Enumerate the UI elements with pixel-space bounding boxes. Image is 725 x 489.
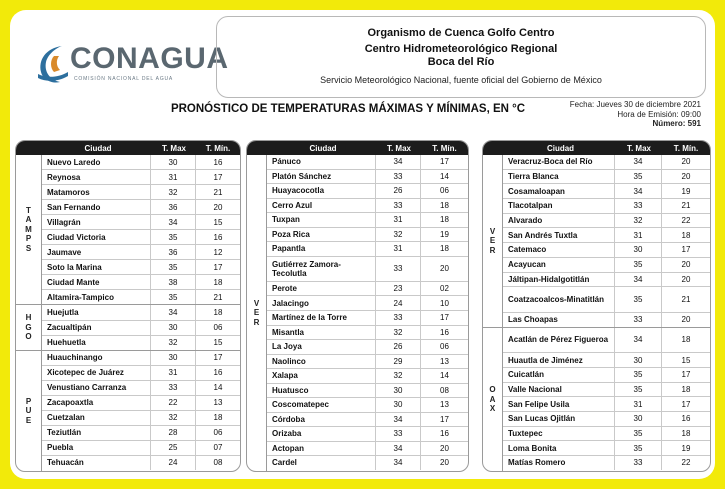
table-row — [267, 340, 468, 355]
tmax-value: 35 — [614, 383, 661, 397]
city-name: Xicotepec de Juárez — [47, 368, 124, 378]
state-label: T A M P S — [16, 155, 42, 304]
city-name: San Felipe Usila — [508, 399, 570, 409]
header-tmax: T. Max — [626, 143, 651, 153]
tmin-value: 10 — [420, 296, 468, 310]
tmin-value: 21 — [195, 185, 240, 199]
city-name: San Fernando — [47, 202, 101, 212]
tmax-value: 31 — [614, 397, 661, 411]
tmin-value: 16 — [195, 155, 240, 169]
tmax-value: 30 — [614, 412, 661, 426]
tmin-value: 06 — [195, 321, 240, 335]
table-row — [503, 170, 710, 185]
tmax-value: 35 — [614, 368, 661, 382]
tmax-value: 32 — [150, 411, 195, 425]
tmax-value: 33 — [614, 199, 661, 213]
issue-meta — [570, 100, 701, 129]
tmin-value: 17 — [661, 368, 710, 382]
tmax-value: 35 — [150, 230, 195, 244]
tmin-value: 16 — [195, 230, 240, 244]
tmax-value: 35 — [150, 290, 195, 304]
forecast-table-1 — [15, 140, 241, 472]
tmin-value: 17 — [420, 311, 468, 325]
forecast-table-3 — [482, 140, 711, 472]
city-name: Cerro Azul — [272, 200, 313, 210]
table-header — [247, 141, 468, 155]
city-name: Zacapoaxtla — [47, 398, 94, 408]
tmin-value: 20 — [661, 313, 710, 327]
tmax-value: 32 — [375, 326, 420, 340]
table-row — [42, 185, 240, 200]
tmax-value: 35 — [614, 287, 661, 312]
table-row — [267, 413, 468, 428]
city-name: Matías Romero — [508, 458, 566, 468]
tmax-value: 31 — [375, 213, 420, 227]
tmax-value: 31 — [150, 366, 195, 380]
table-row — [267, 213, 468, 228]
state-label: V E R — [483, 155, 503, 327]
state-group — [483, 328, 710, 471]
tmax-value: 34 — [614, 273, 661, 287]
tmax-value: 33 — [375, 257, 420, 281]
tmin-value: 17 — [420, 413, 468, 427]
tmax-value: 31 — [150, 170, 195, 184]
table-row — [267, 311, 468, 326]
tmax-value: 26 — [375, 184, 420, 198]
tmin-value: 06 — [420, 184, 468, 198]
issue-number: Número: 591 — [652, 119, 701, 128]
tmax-value: 33 — [375, 199, 420, 213]
city-rows — [42, 155, 240, 304]
tmin-value: 20 — [420, 456, 468, 470]
table-body — [16, 155, 240, 471]
table-body — [247, 155, 468, 471]
city-name: Jalacingo — [272, 298, 309, 308]
table-row — [503, 353, 710, 368]
table-row — [503, 243, 710, 258]
table-row — [503, 273, 710, 288]
tmin-value: 20 — [661, 170, 710, 184]
tmax-value: 34 — [614, 155, 661, 169]
tmax-value: 31 — [614, 228, 661, 242]
table-row — [267, 257, 468, 282]
tmax-value: 35 — [614, 258, 661, 272]
tmax-value: 36 — [150, 245, 195, 259]
state-group — [16, 351, 240, 471]
table-row — [42, 351, 240, 366]
table-row — [42, 170, 240, 185]
city-name: Tierra Blanca — [508, 172, 559, 182]
city-name: Loma Bonita — [508, 443, 557, 453]
tmin-value: 16 — [195, 366, 240, 380]
table-row — [42, 321, 240, 336]
tmin-value: 13 — [195, 396, 240, 410]
tmax-value: 34 — [375, 413, 420, 427]
city-name: Cuicatlán — [508, 370, 545, 380]
table-row — [42, 275, 240, 290]
city-name: Orizaba — [272, 429, 302, 439]
tmax-value: 34 — [614, 328, 661, 353]
table-row — [42, 411, 240, 426]
tmin-value: 18 — [195, 411, 240, 425]
table-row — [267, 242, 468, 257]
tmax-value: 33 — [614, 313, 661, 327]
city-name: Platón Sánchez — [272, 171, 332, 181]
city-name: Ciudad Victoria — [47, 232, 106, 242]
table-row — [42, 260, 240, 275]
tmax-value: 35 — [614, 427, 661, 441]
city-name: Matamoros — [47, 187, 90, 197]
header-location: Boca del Río — [427, 56, 495, 68]
table-row — [42, 155, 240, 170]
city-name: Veracruz-Boca del Río — [508, 157, 593, 167]
city-name: Poza Rica — [272, 229, 310, 239]
city-name: Huautla de Jiménez — [508, 355, 583, 365]
city-name: Gutiérrez Zamora-Tecolutla — [272, 259, 341, 278]
tmax-value: 34 — [375, 442, 420, 456]
tmin-value: 18 — [420, 242, 468, 256]
tmin-value: 19 — [661, 184, 710, 198]
header-tmin: T. Mín. — [205, 143, 231, 153]
tmax-value: 33 — [150, 381, 195, 395]
header-tmax: T. Max — [161, 143, 186, 153]
table-row — [267, 398, 468, 413]
tmin-value: 15 — [661, 353, 710, 367]
city-name: Altamira-Tampico — [47, 292, 114, 302]
tmin-value: 17 — [195, 170, 240, 184]
table-row — [503, 368, 710, 383]
tmin-value: 16 — [420, 326, 468, 340]
tmin-value: 20 — [420, 257, 468, 281]
table-row — [42, 336, 240, 350]
tmin-value: 13 — [420, 398, 468, 412]
table-row — [503, 199, 710, 214]
tmin-value: 22 — [661, 456, 710, 470]
header-city: Ciudad — [309, 143, 337, 153]
table-row — [267, 296, 468, 311]
city-name: La Joya — [272, 342, 302, 352]
tmin-value: 22 — [661, 214, 710, 228]
city-name: Jaumave — [47, 247, 82, 257]
table-row — [267, 369, 468, 384]
table-row — [267, 442, 468, 457]
tmax-value: 26 — [375, 340, 420, 354]
table-row — [42, 396, 240, 411]
tmin-value: 21 — [661, 199, 710, 213]
tmin-value: 17 — [195, 260, 240, 274]
header-tmin: T. Mín. — [673, 143, 699, 153]
table-row — [503, 427, 710, 442]
tmin-value: 20 — [195, 200, 240, 214]
city-name: Zacualtipán — [47, 323, 92, 333]
conagua-logo — [32, 40, 229, 88]
table-header — [16, 141, 240, 155]
tmin-value: 18 — [661, 427, 710, 441]
table-row — [267, 456, 468, 470]
city-name: Tuxtepec — [508, 428, 543, 438]
city-name: Papantla — [272, 244, 306, 254]
tmax-value: 34 — [375, 456, 420, 470]
city-name: Cardel — [272, 458, 297, 468]
table-row — [267, 170, 468, 185]
tmin-value: 08 — [420, 384, 468, 398]
tmax-value: 30 — [375, 384, 420, 398]
tmax-value: 34 — [150, 305, 195, 319]
tmin-value: 02 — [420, 282, 468, 296]
city-name: Huayacocotla — [272, 186, 325, 196]
tmax-value: 30 — [614, 243, 661, 257]
city-name: Cuetzalan — [47, 413, 85, 423]
city-name: Tuxpan — [272, 215, 300, 225]
city-name: Las Choapas — [508, 315, 558, 325]
tmax-value: 34 — [150, 215, 195, 229]
table-row — [42, 441, 240, 456]
city-name: Coatzacoalcos-Minatitlán — [508, 295, 605, 305]
header-city: Ciudad — [546, 143, 575, 153]
table-row — [42, 305, 240, 320]
table-row — [267, 326, 468, 341]
state-label: H G O — [16, 305, 42, 349]
tmin-value: 16 — [661, 412, 710, 426]
city-rows — [42, 351, 240, 471]
city-name: Alvarado — [508, 216, 543, 226]
table-row — [503, 397, 710, 412]
city-name: Tlacotalpan — [508, 201, 553, 211]
tmin-value: 17 — [661, 243, 710, 257]
city-name: Coscomatepec — [272, 400, 329, 410]
city-name: Naolinco — [272, 356, 306, 366]
header-city: Ciudad — [84, 143, 112, 153]
city-name: Huejutla — [47, 307, 79, 317]
tmax-value: 38 — [150, 275, 195, 289]
city-name: San Lucas Ojitlán — [508, 414, 576, 424]
tmin-value: 16 — [420, 427, 468, 441]
table-header — [483, 141, 710, 155]
tmin-value: 17 — [661, 397, 710, 411]
city-name: Huatusco — [272, 385, 309, 395]
tmin-value: 20 — [661, 155, 710, 169]
city-name: Actopan — [272, 443, 304, 453]
table-row — [267, 384, 468, 399]
tmax-value: 33 — [614, 456, 661, 470]
table-row — [267, 282, 468, 297]
table-row — [267, 228, 468, 243]
tmin-value: 18 — [661, 328, 710, 353]
tmax-value: 32 — [375, 369, 420, 383]
table-row — [503, 383, 710, 398]
city-name: Soto la Marina — [47, 262, 102, 272]
table-row — [503, 412, 710, 427]
tmax-value: 22 — [150, 396, 195, 410]
city-name: Misantla — [272, 327, 305, 337]
tmin-value: 17 — [195, 351, 240, 365]
header-organism: Organismo de Cuenca Golfo Centro — [367, 27, 555, 39]
tmax-value: 32 — [150, 185, 195, 199]
table-row — [42, 290, 240, 304]
state-group — [247, 155, 468, 471]
tmax-value: 25 — [150, 441, 195, 455]
table-row — [503, 155, 710, 170]
table-row — [42, 200, 240, 215]
table-row — [267, 355, 468, 370]
tmax-value: 28 — [150, 426, 195, 440]
tmax-value: 34 — [614, 184, 661, 198]
tmin-value: 15 — [195, 215, 240, 229]
city-name: Villagrán — [47, 217, 81, 227]
tmin-value: 14 — [420, 170, 468, 184]
issue-time: Hora de Emisión: 09:00 — [617, 109, 701, 119]
state-label: P U E — [16, 351, 42, 471]
tmin-value: 19 — [661, 441, 710, 455]
tmax-value: 36 — [150, 200, 195, 214]
tmax-value: 32 — [150, 336, 195, 350]
tmin-value: 14 — [195, 381, 240, 395]
city-name: Xalapa — [272, 371, 298, 381]
city-name: Martínez de la Torre — [272, 313, 347, 323]
tmin-value: 18 — [195, 275, 240, 289]
city-name: Teziutlán — [47, 428, 82, 438]
tmin-value: 21 — [661, 287, 710, 312]
tmax-value: 30 — [150, 321, 195, 335]
tmin-value: 06 — [195, 426, 240, 440]
table-row — [42, 426, 240, 441]
table-row — [503, 184, 710, 199]
state-label: O A X — [483, 328, 503, 471]
city-rows — [42, 305, 240, 349]
tmin-value: 06 — [420, 340, 468, 354]
city-name: Reynosa — [47, 172, 81, 182]
tmin-value: 07 — [195, 441, 240, 455]
tmax-value: 33 — [375, 311, 420, 325]
header-tmax: T. Max — [386, 143, 411, 153]
city-name: Jáltipan-Hidalgotitlán — [508, 274, 590, 284]
tmax-value: 32 — [614, 214, 661, 228]
city-rows — [503, 155, 710, 327]
tmax-value: 30 — [375, 398, 420, 412]
city-name: Puebla — [47, 443, 74, 453]
tmin-value: 17 — [420, 155, 468, 169]
city-name: Acayucan — [508, 260, 546, 270]
forecast-sheet — [10, 10, 715, 479]
issue-date: Fecha: Jueves 30 de diciembre 2021 — [569, 100, 701, 109]
tmin-value: 18 — [661, 383, 710, 397]
tmin-value: 15 — [195, 336, 240, 350]
city-name: Pánuco — [272, 157, 301, 167]
table-row — [503, 228, 710, 243]
city-name: San Andrés Tuxtla — [508, 230, 578, 240]
tmax-value: 30 — [614, 353, 661, 367]
city-name: Nuevo Laredo — [47, 157, 101, 167]
table-row — [42, 366, 240, 381]
tmin-value: 19 — [420, 228, 468, 242]
tmin-value: 13 — [420, 355, 468, 369]
tmin-value: 18 — [420, 199, 468, 213]
city-name: Tehuacán — [47, 458, 84, 468]
state-group — [483, 155, 710, 328]
table-row — [267, 155, 468, 170]
state-label: V E R — [247, 155, 267, 471]
city-name: Acatlán de Pérez Figueroa — [508, 335, 609, 345]
tmax-value: 29 — [375, 355, 420, 369]
state-group — [16, 305, 240, 350]
table-row — [503, 313, 710, 327]
tmax-value: 33 — [375, 170, 420, 184]
header-center: Centro Hidrometeorológico Regional — [364, 43, 558, 55]
tmin-value: 20 — [661, 273, 710, 287]
header-service: Servicio Meteorológico Nacional, fuente oficial del Gobierno de México — [320, 75, 602, 85]
forecast-table-2 — [246, 140, 469, 472]
city-name: Córdoba — [272, 414, 305, 424]
tmax-value: 24 — [375, 296, 420, 310]
city-name: Catemaco — [508, 245, 547, 255]
table-row — [503, 214, 710, 229]
header-tmin: T. Mín. — [432, 143, 457, 153]
tmin-value: 20 — [661, 258, 710, 272]
table-row — [267, 184, 468, 199]
table-row — [42, 245, 240, 260]
tmin-value: 21 — [195, 290, 240, 304]
logo-subtitle: COMISIÓN NACIONAL DEL AGUA — [74, 76, 174, 82]
tmax-value: 23 — [375, 282, 420, 296]
table-row — [42, 215, 240, 230]
logo-wordmark: CONAGUA — [70, 42, 229, 75]
table-row — [503, 456, 710, 470]
state-group — [16, 155, 240, 305]
table-row — [267, 199, 468, 214]
tmin-value: 18 — [195, 305, 240, 319]
table-row — [42, 456, 240, 470]
tmax-value: 35 — [150, 260, 195, 274]
tmin-value: 18 — [420, 213, 468, 227]
tmax-value: 35 — [614, 441, 661, 455]
city-name: Perote — [272, 284, 297, 294]
table-row — [503, 441, 710, 456]
tmax-value: 35 — [614, 170, 661, 184]
tmin-value: 14 — [420, 369, 468, 383]
table-row — [42, 230, 240, 245]
table-row — [503, 328, 710, 354]
tmin-value: 08 — [195, 456, 240, 470]
tmax-value: 34 — [375, 155, 420, 169]
tmin-value: 12 — [195, 245, 240, 259]
conagua-emblem-icon — [32, 40, 74, 84]
tmax-value: 33 — [375, 427, 420, 441]
table-row — [503, 287, 710, 313]
city-name: Valle Nacional — [508, 384, 562, 394]
city-name: Huauchinango — [47, 353, 103, 363]
page-title: PRONÓSTICO DE TEMPERATURAS MÁXIMAS Y MÍNIMAS, EN °C — [170, 103, 526, 115]
city-rows — [503, 328, 710, 471]
tmax-value: 30 — [150, 351, 195, 365]
table-row — [42, 381, 240, 396]
city-rows — [267, 155, 468, 471]
city-name: Venustiano Carranza — [47, 383, 127, 393]
tmax-value: 24 — [150, 456, 195, 470]
tmax-value: 30 — [150, 155, 195, 169]
tmax-value: 32 — [375, 228, 420, 242]
table-row — [267, 427, 468, 442]
tmin-value: 18 — [661, 228, 710, 242]
tmin-value: 20 — [420, 442, 468, 456]
table-row — [503, 258, 710, 273]
city-name: Cosamaloapan — [508, 186, 565, 196]
city-name: Ciudad Mante — [47, 277, 100, 287]
table-body — [483, 155, 710, 471]
header-box — [216, 16, 706, 98]
city-name: Huehuetla — [47, 338, 86, 348]
tmax-value: 31 — [375, 242, 420, 256]
